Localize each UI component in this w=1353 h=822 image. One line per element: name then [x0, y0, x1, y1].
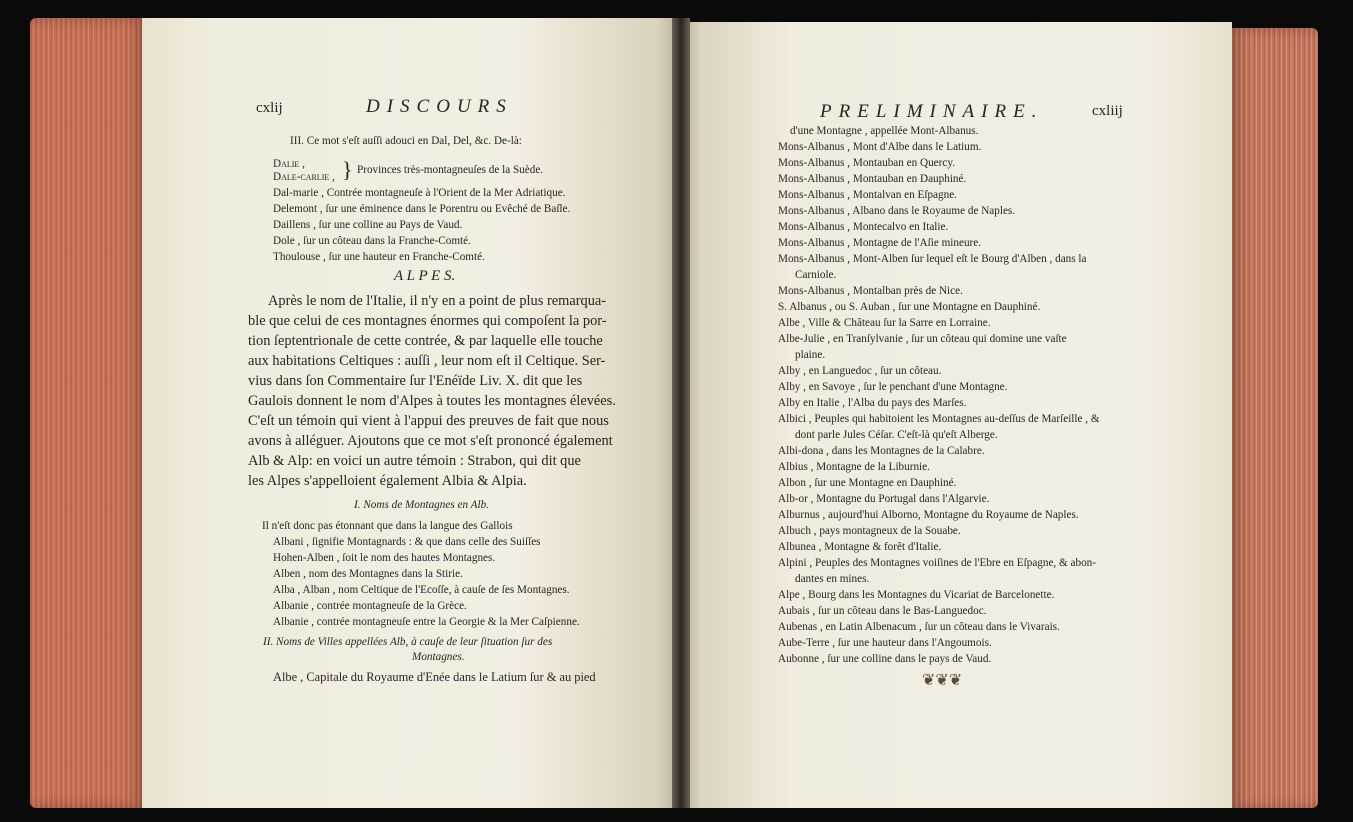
left-line: Thoulouse , ſur une hauteur en Franche-Comté. [273, 251, 485, 263]
left-line: Delemont , ſur une éminence dans le Porentru ou Evêché de Baſle. [273, 203, 571, 215]
right-line: plaine. [795, 349, 826, 361]
left-line: Dalie , [273, 158, 305, 170]
list-item: Albanie , contrée montagneuſe de la Grèce. [273, 600, 467, 612]
right-line: Mons-Albanus , Mont-Alben ſur lequel eſt le Bourg d'Alben , dans la [778, 253, 1087, 265]
right-line: Mons-Albanus , Montagne de l'Aſie mineure. [778, 237, 982, 249]
right-line: Albuch , pays montagneux de la Souabe. [778, 525, 961, 537]
right-line: Aubais , ſur un côteau dans le Bas-Languedoc. [778, 605, 987, 617]
left-line: Dale-carlie , [273, 171, 335, 183]
right-line: dantes en mines. [795, 573, 870, 585]
paragraph-line: les Alpes s'appelloient également Albia & Alpia. [248, 473, 527, 489]
book-gutter [672, 18, 690, 808]
right-page-edge [1228, 28, 1318, 808]
subsection-title: II. Noms de Villes appellées Alb, à cauſe de leur ſituation ſur des [263, 636, 553, 648]
right-running-head: PRELIMINAIRE. [820, 101, 1044, 122]
left-page-edge [30, 18, 148, 808]
paragraph-line: ble que celui de ces montagnes énormes qui compoſent la por- [248, 313, 607, 329]
left-line: Dole , ſur un côteau dans la Franche-Comté. [273, 235, 471, 247]
list-item: Albanie , contrée montagneuſe entre la Georgie & la Mer Caſpienne. [273, 616, 580, 628]
right-line: Alby , en Savoye , ſur le penchant d'une Montagne. [778, 381, 1008, 393]
right-line: S. Albanus , ou S. Auban , ſur une Montagne en Dauphiné. [778, 301, 1041, 313]
right-page-number: cxliij [1092, 103, 1123, 119]
right-line: Aubenas , en Latin Albenacum , ſur un côteau dans le Vivarais. [778, 621, 1060, 633]
right-line: dont parle Jules Céſar. C'eſt-là qu'eſt Alberge. [795, 429, 998, 441]
list-item: Alben , nom des Montagnes dans la Stirie. [273, 568, 463, 580]
right-line: Mons-Albanus , Montalban près de Nice. [778, 285, 963, 297]
right-line: Alb-or , Montagne du Portugal dans l'Algarvie. [778, 493, 990, 505]
paragraph-line: Alb & Alp: en voici un autre témoin : Strabon, qui dit que [248, 453, 581, 469]
right-line: Albunea , Montagne & forêt d'Italie. [778, 541, 942, 553]
subsection-title: I. Noms de Montagnes en Alb. [354, 499, 489, 511]
list-item: Hohen-Alben , ſoit le nom des hautes Montagnes. [273, 552, 496, 564]
left-line: Daillens , ſur une colline au Pays de Vaud. [273, 219, 463, 231]
paragraph-line: vius dans ſon Commentaire ſur l'Enéïde Liv. X. dit que les [248, 373, 583, 389]
left-brace: } [342, 157, 353, 182]
right-line: Alby , en Languedoc , ſur un côteau. [778, 365, 942, 377]
left-line: Provinces très-montagneuſes de la Suède. [357, 164, 544, 176]
left-line: III. Ce mot s'eſt auſſi adouci en Dal, Del, &c. De-là: [290, 135, 522, 147]
right-line: Mons-Albanus , Montauban en Quercy. [778, 157, 955, 169]
left-line: Dal-marie , Contrée montagneuſe à l'Orient de la Mer Adriatique. [273, 187, 566, 199]
left-running-head: DISCOURS [366, 96, 513, 117]
list-item: Il n'eſt donc pas étonnant que dans la langue des Gallois [262, 520, 513, 532]
right-line: Albe-Julie , en Tranſylvanie , ſur un côteau qui domine une vaſte [778, 333, 1067, 345]
paragraph-line: C'eſt un témoin qui vient à l'appui des preuves de fait que nous [248, 413, 609, 429]
right-line: d'une Montagne , appellée Mont-Albanus. [790, 125, 979, 137]
right-line: Mons-Albanus , Montauban en Dauphiné. [778, 173, 967, 185]
paragraph-line: avons à alléguer. Ajoutons que ce mot s'eſt prononcé également [248, 433, 613, 449]
right-line: Alby en Italie , l'Alba du pays des Marſes. [778, 397, 967, 409]
right-line: Alpini , Peuples des Montagnes voiſines de l'Ebre en Eſpagne, & abon- [778, 557, 1096, 569]
right-line: Mons-Albanus , Montalvan en Eſpagne. [778, 189, 957, 201]
right-line: Mons-Albanus , Mont d'Albe dans le Latium. [778, 141, 982, 153]
section-title: A L P E S. [394, 268, 456, 284]
paragraph-line: Après le nom de l'Italie, il n'y en a point de plus remarqua- [268, 293, 607, 309]
right-line: Albe , Ville & Château ſur la Sarre en Lorraine. [778, 317, 991, 329]
right-line: Albici , Peuples qui habitoient les Montagnes au-deſſus de Marſeille , & [778, 413, 1100, 425]
right-line: Alpe , Bourg dans les Montagnes du Vicariat de Barcelonette. [778, 589, 1055, 601]
list-item: Albani , ſignifie Montagnards : & que dans celle des Suiſſes [273, 536, 541, 548]
left-page-number: cxlij [256, 100, 283, 116]
ornament-icon: ❦❦❦ [922, 672, 963, 689]
right-line: Albon , ſur une Montagne en Dauphiné. [778, 477, 957, 489]
paragraph-line: aux habitations Celtiques : auſſi , leur nom eſt il Celtique. Ser- [248, 353, 606, 369]
paragraph-line: tion ſeptentrionale de cette contrée, & par laquelle elle touche [248, 333, 603, 349]
paragraph-line: Gaulois donnent le nom d'Alpes à toutes les montagnes élevées. [248, 393, 616, 409]
right-line: Alburnus , aujourd'hui Alborno, Montagne du Royaume de Naples. [778, 509, 1079, 521]
right-line: Aubonne , ſur une colline dans le pays de Vaud. [778, 653, 992, 665]
list-item: Alba , Alban , nom Celtique de l'Ecoſſe, à cauſe de ſes Montagnes. [273, 584, 570, 596]
right-line: Albi-dona , dans les Montagnes de la Calabre. [778, 445, 985, 457]
right-line: Albius , Montagne de la Liburnie. [778, 461, 930, 473]
right-line: Mons-Albanus , Montecalvo en Italie. [778, 221, 949, 233]
right-line: Mons-Albanus , Albano dans le Royaume de Naples. [778, 205, 1016, 217]
right-line: Carniole. [795, 269, 837, 281]
subsection-title: Montagnes. [412, 651, 465, 663]
left-last-line: Albe , Capitale du Royaume d'Enée dans le Latium ſur & au pied [273, 670, 596, 684]
right-line: Aube-Terre , ſur une hauteur dans l'Angoumois. [778, 637, 992, 649]
